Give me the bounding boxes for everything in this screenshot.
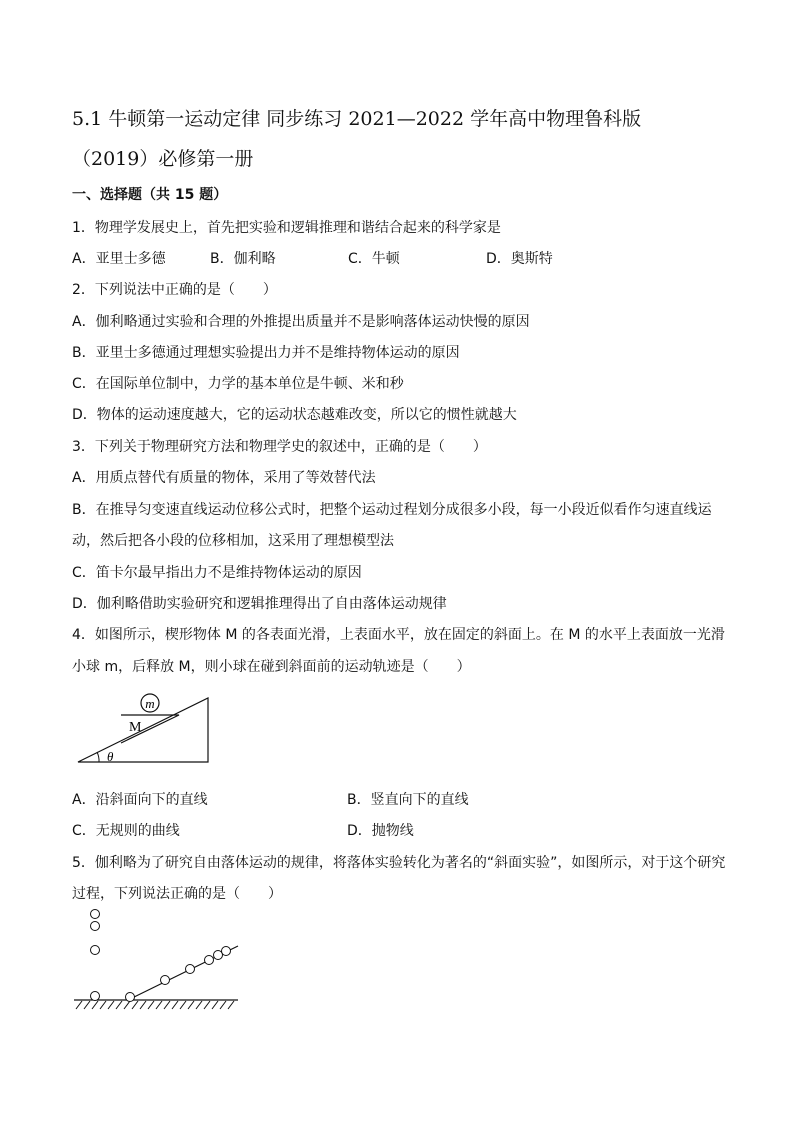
q4-option-d: D．抛物线 bbox=[347, 823, 414, 839]
q4-wedge-figure bbox=[72, 688, 222, 768]
q2-option-a: A．伽利略通过实验和合理的外推提出质量并不是影响落体运动快慢的原因 bbox=[72, 314, 530, 330]
q1-stem: 1．物理学发展史上，首先把实验和逻辑推理和谐结合起来的科学家是 bbox=[72, 220, 501, 236]
ground-hatching bbox=[76, 1001, 234, 1009]
q3-option-b-continued: 动，然后把各小段的位移相加，这采用了理想模型法 bbox=[72, 533, 394, 549]
angle-label: θ bbox=[107, 749, 114, 764]
q1-option-c: C．牛顿 bbox=[348, 251, 400, 267]
q3-option-a: A．用质点替代有质量的物体，采用了等效替代法 bbox=[72, 470, 376, 486]
q3-option-b: B．在推导匀变速直线运动位移公式时，把整个运动过程划分成很多小段，每一小段近似看作匀速直线运 bbox=[72, 502, 712, 518]
q3-stem: 3．下列关于物理研究方法和物理学史的叙述中，正确的是（ ） bbox=[72, 439, 487, 455]
q1-option-d: D．奥斯特 bbox=[486, 251, 553, 267]
q4-option-a: A．沿斜面向下的直线 bbox=[72, 792, 208, 808]
q2-stem: 2．下列说法中正确的是（ ） bbox=[72, 282, 277, 298]
q2-option-b: B．亚里士多德通过理想实验提出力并不是维持物体运动的原因 bbox=[72, 345, 460, 361]
q5-incline-experiment-figure bbox=[72, 906, 242, 1016]
q2-option-d: D．物体的运动速度越大，它的运动状态越难改变，所以它的惯性就越大 bbox=[72, 407, 517, 423]
q3-option-d: D．伽利略借助实验研究和逻辑推理得出了自由落体运动规律 bbox=[72, 596, 447, 612]
q5-stem: 5．伽利略为了研究自由落体运动的规律，将落体实验转化为著名的“斜面实验”，如图所示，对于这个研究 bbox=[72, 855, 726, 871]
q2-option-c: C．在国际单位制中，力学的基本单位是牛顿、米和秒 bbox=[72, 376, 404, 392]
q4-stem-continued: 小球 m，后释放 M，则小球在碰到斜面前的运动轨迹是（ ） bbox=[72, 659, 471, 675]
angle-arc bbox=[97, 752, 99, 762]
q1-option-a: A．亚里士多德 bbox=[72, 251, 166, 267]
section-heading: 一、选择题（共 15 题） bbox=[72, 187, 228, 203]
page-title: 5.1 牛顿第一运动定律 同步练习 2021—2022 学年高中物理鲁科版 bbox=[72, 108, 642, 130]
wedge-label: M bbox=[129, 720, 142, 735]
q4-stem: 4．如图所示，楔形物体 M 的各表面光滑，上表面水平，放在固定的斜面上。在 M 的水平上表面放一光滑 bbox=[72, 627, 725, 643]
q4-option-c: C．无规则的曲线 bbox=[72, 823, 180, 839]
q5-stem-continued: 过程，下列说法正确的是（ ） bbox=[72, 886, 282, 902]
q1-option-b: B．伽利略 bbox=[210, 251, 276, 267]
q4-option-b: B．竖直向下的直线 bbox=[347, 792, 469, 808]
q3-option-c: C．笛卡尔最早指出力不是维持物体运动的原因 bbox=[72, 565, 362, 581]
ball-label: m bbox=[145, 696, 155, 711]
falling-balls bbox=[91, 910, 100, 1001]
page-title-continued: （2019）必修第一册 bbox=[72, 148, 254, 170]
